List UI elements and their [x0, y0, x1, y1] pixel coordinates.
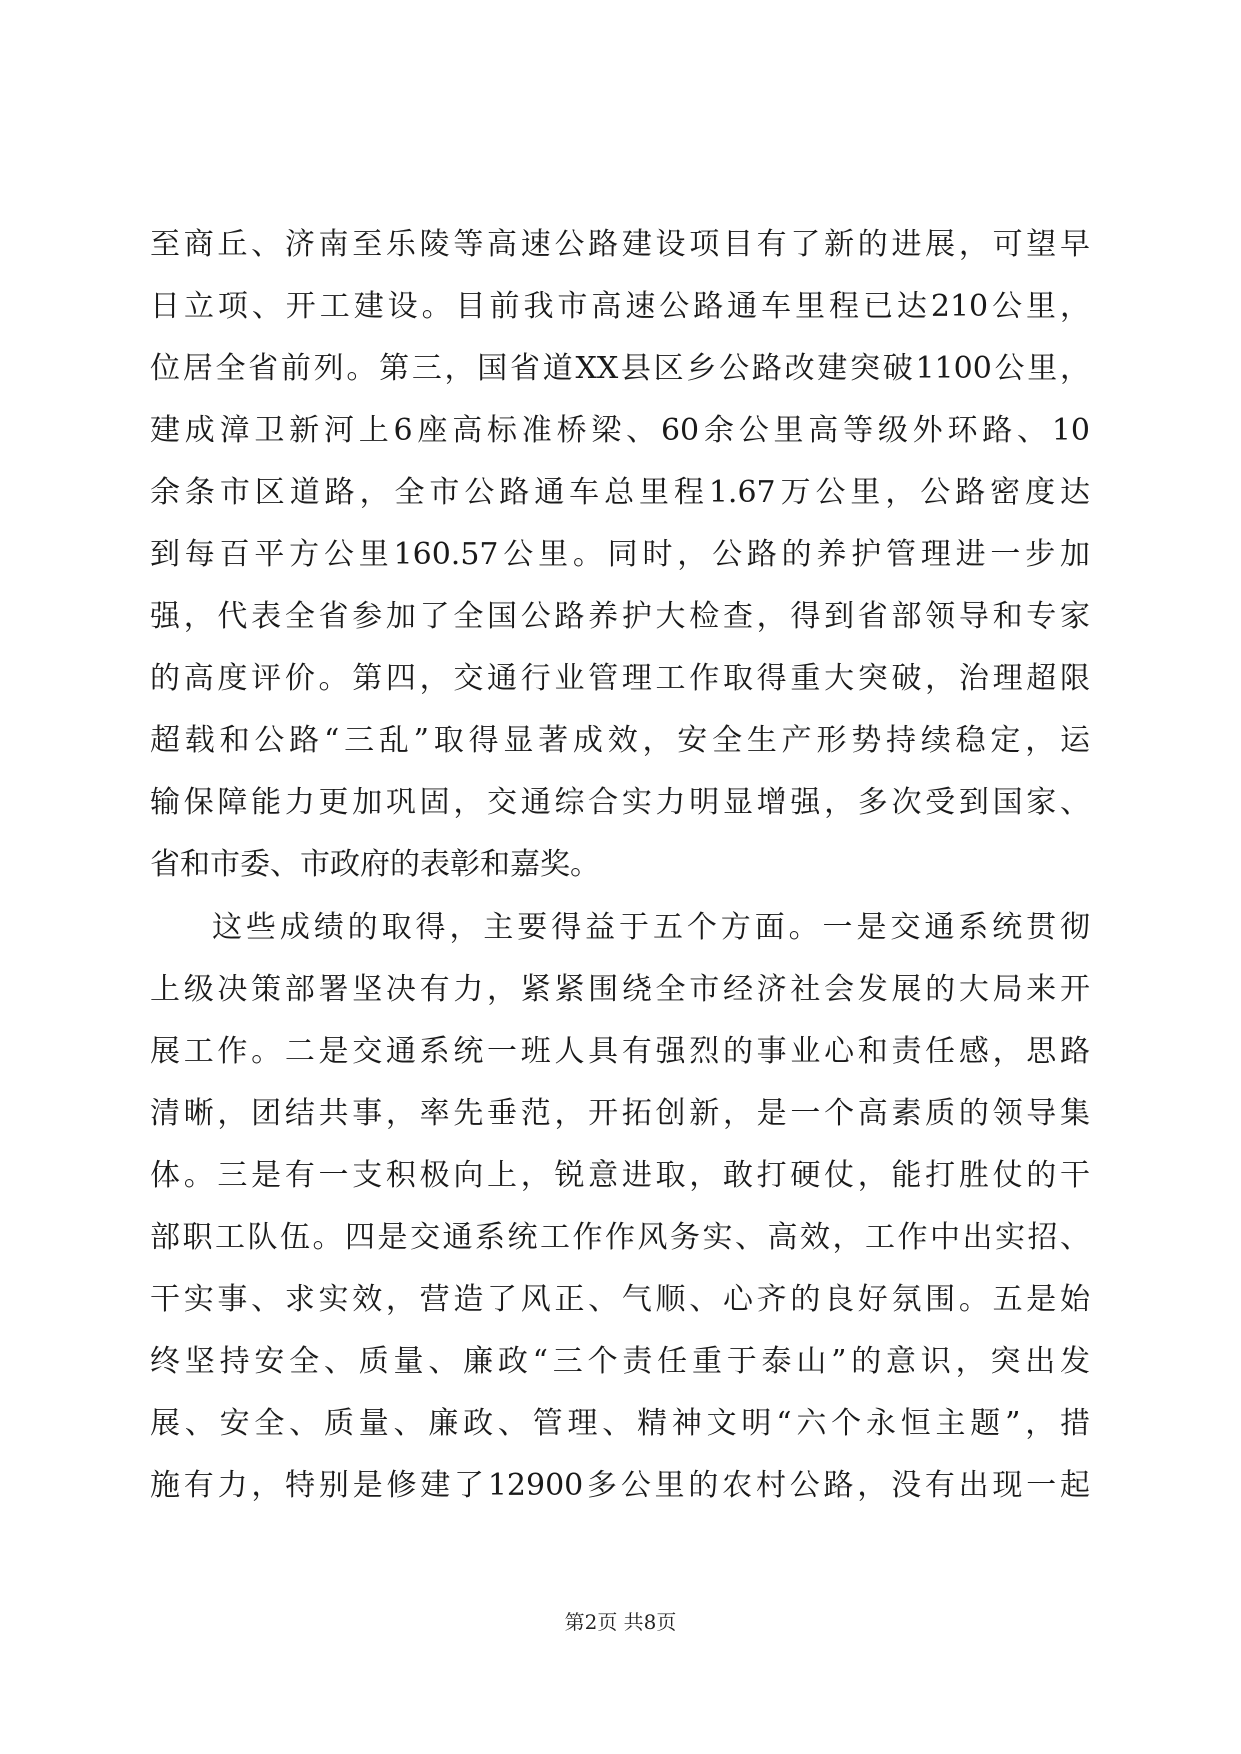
text-line: 上级决策部署坚决有力，紧紧围绕全市经济社会发展的大局来开 — [150, 972, 1090, 1007]
text-line: 展工作。二是交通系统一班人具有强烈的事业心和责任感，思路 — [150, 1034, 1090, 1069]
text-line: 展、安全、质量、廉政、管理、精神文明“六个永恒主题”，措 — [150, 1406, 1090, 1441]
text-line: 建成漳卫新河上6座高标准桥梁、60余公里高等级外环路、10 — [150, 413, 1090, 448]
text-line: 的高度评价。第四，交通行业管理工作取得重大突破，治理超限 — [150, 661, 1090, 696]
text-line: 强，代表全省参加了全国公路养护大检查，得到省部领导和专家 — [150, 599, 1090, 634]
text-line: 超载和公路“三乱”取得显著成效，安全生产形势持续稳定，运 — [150, 723, 1090, 758]
text-line: 清晰，团结共事，率先垂范，开拓创新，是一个高素质的领导集 — [150, 1096, 1090, 1131]
page-number-footer: 第2页 共8页 — [564, 1610, 677, 1634]
text-line: 位居全省前列。第三，国省道XX县区乡公路改建突破1100公里， — [150, 351, 1090, 386]
paragraph-first-line: 这些成绩的取得，主要得益于五个方面。一是交通系统贯彻 — [212, 910, 1090, 945]
text-line: 输保障能力更加巩固，交通综合实力明显增强，多次受到国家、 — [150, 785, 1090, 820]
text-line: 终坚持安全、质量、廉政“三个责任重于泰山”的意识，突出发 — [150, 1344, 1090, 1379]
text-line: 省和市委、市政府的表彰和嘉奖。 — [150, 847, 600, 882]
text-line: 到每百平方公里160.57公里。同时，公路的养护管理进一步加 — [150, 537, 1090, 572]
text-line: 部职工队伍。四是交通系统工作作风务实、高效，工作中出实招、 — [150, 1220, 1090, 1255]
text-line: 至商丘、济南至乐陵等高速公路建设项目有了新的进展，可望早 — [150, 227, 1090, 262]
text-line: 施有力，特别是修建了12900多公里的农村公路，没有出现一起 — [150, 1468, 1090, 1503]
text-line: 日立项、开工建设。目前我市高速公路通车里程已达210公里， — [150, 289, 1090, 324]
text-line: 干实事、求实效，营造了风正、气顺、心齐的良好氛围。五是始 — [150, 1282, 1090, 1317]
text-line: 体。三是有一支积极向上，锐意进取，敢打硬仗，能打胜仗的干 — [150, 1158, 1090, 1193]
text-line: 余条市区道路，全市公路通车总里程1.67万公里，公路密度达 — [150, 475, 1090, 510]
